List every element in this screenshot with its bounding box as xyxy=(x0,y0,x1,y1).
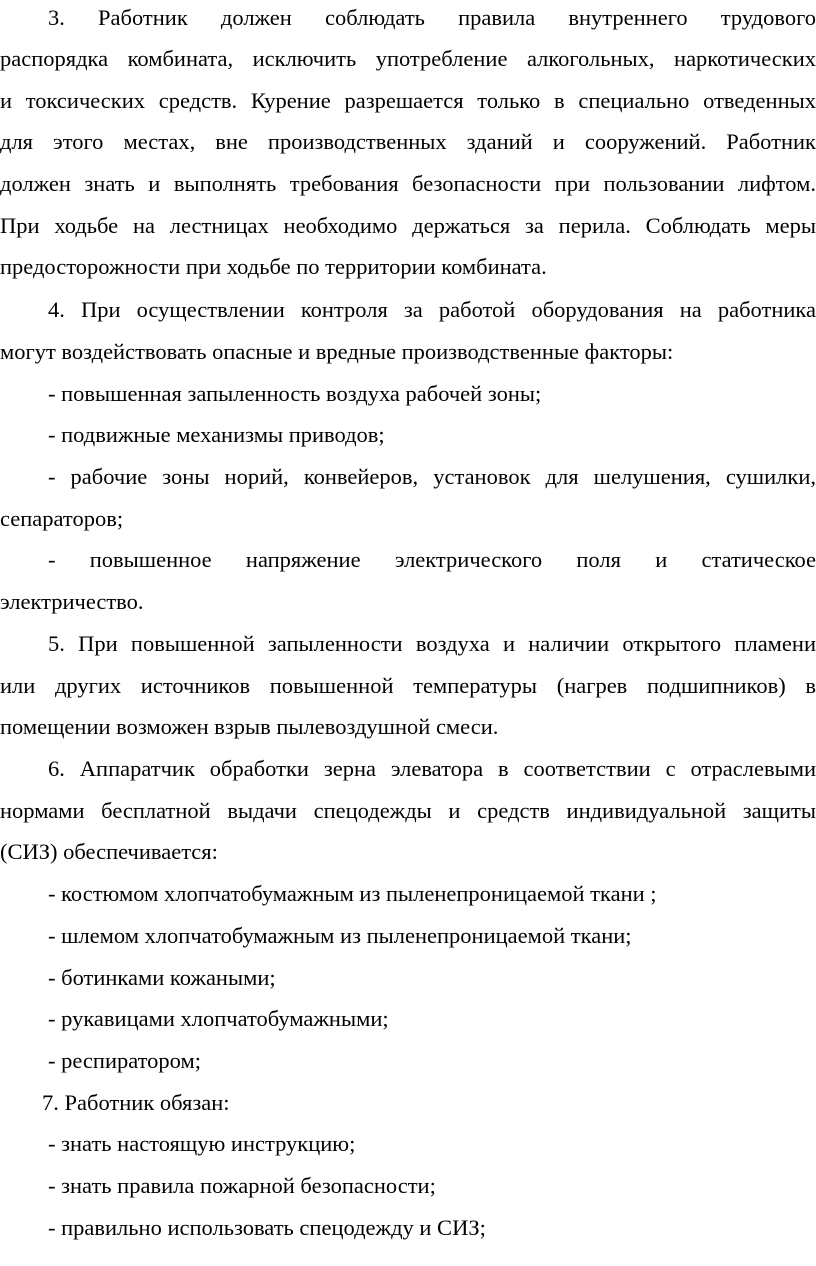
text-line: могут воздействовать опасные и вредные производственные факторы: xyxy=(0,339,674,364)
list-item: - повышенное напряжение электрического поля и статическое xyxy=(48,547,816,572)
text-line: нормами бесплатной выдачи спецодежды и средств индивидуальной защиты xyxy=(0,798,816,823)
text-line: 5. При повышенной запыленности воздуха и наличии открытого пламени xyxy=(48,631,816,656)
text-line: и токсических средств. Курение разрешается только в специально отведенных xyxy=(0,88,816,113)
list-item: - знать правила пожарной безопасности; xyxy=(48,1173,436,1198)
list-item: - рабочие зоны норий, конвейеров, установок для шелушения, сушилки, xyxy=(48,464,816,489)
list-item: - подвижные механизмы приводов; xyxy=(48,422,385,447)
text-line: распорядка комбината, исключить употребление алкогольных, наркотических xyxy=(0,46,816,71)
text-line: для этого местах, вне производственных зданий и сооружений. Работник xyxy=(0,129,816,154)
list-item: - шлемом хлопчатобумажным из пыленепроницаемой ткани; xyxy=(48,923,632,948)
text-line: 3. Работник должен соблюдать правила внутреннего трудового xyxy=(48,5,816,30)
text-line: сепараторов; xyxy=(0,506,124,531)
text-line: 6. Аппаратчик обработки зерна элеватора в соответствии с отраслевыми xyxy=(48,756,816,781)
text-line: 7. Работник обязан: xyxy=(42,1090,230,1115)
text-line: предосторожности при ходьбе по территории комбината. xyxy=(0,254,547,279)
list-item: - правильно использовать спецодежду и СИЗ; xyxy=(48,1215,486,1240)
list-item: - рукавицами хлопчатобумажными; xyxy=(48,1006,389,1031)
text-line: (СИЗ) обеспечивается: xyxy=(0,839,218,864)
list-item: - ботинками кожаными; xyxy=(48,965,276,990)
list-item: - знать настоящую инструкцию; xyxy=(48,1131,356,1156)
text-line: должен знать и выполнять требования безопасности при пользовании лифтом. xyxy=(0,171,816,196)
text-line: помещении возможен взрыв пылевоздушной смеси. xyxy=(0,714,499,739)
list-item: - респиратором; xyxy=(48,1048,201,1073)
text-line: или других источников повышенной температуры (нагрев подшипников) в xyxy=(0,673,816,698)
text-line: 4. При осуществлении контроля за работой оборудования на работника xyxy=(48,297,816,322)
list-item: - повышенная запыленность воздуха рабочей зоны; xyxy=(48,381,542,406)
text-line: электричество. xyxy=(0,589,144,614)
list-item: - костюмом хлопчатобумажным из пыленепроницаемой ткани ; xyxy=(48,881,657,906)
text-line: При ходьбе на лестницах необходимо держаться за перила. Соблюдать меры xyxy=(0,213,816,238)
